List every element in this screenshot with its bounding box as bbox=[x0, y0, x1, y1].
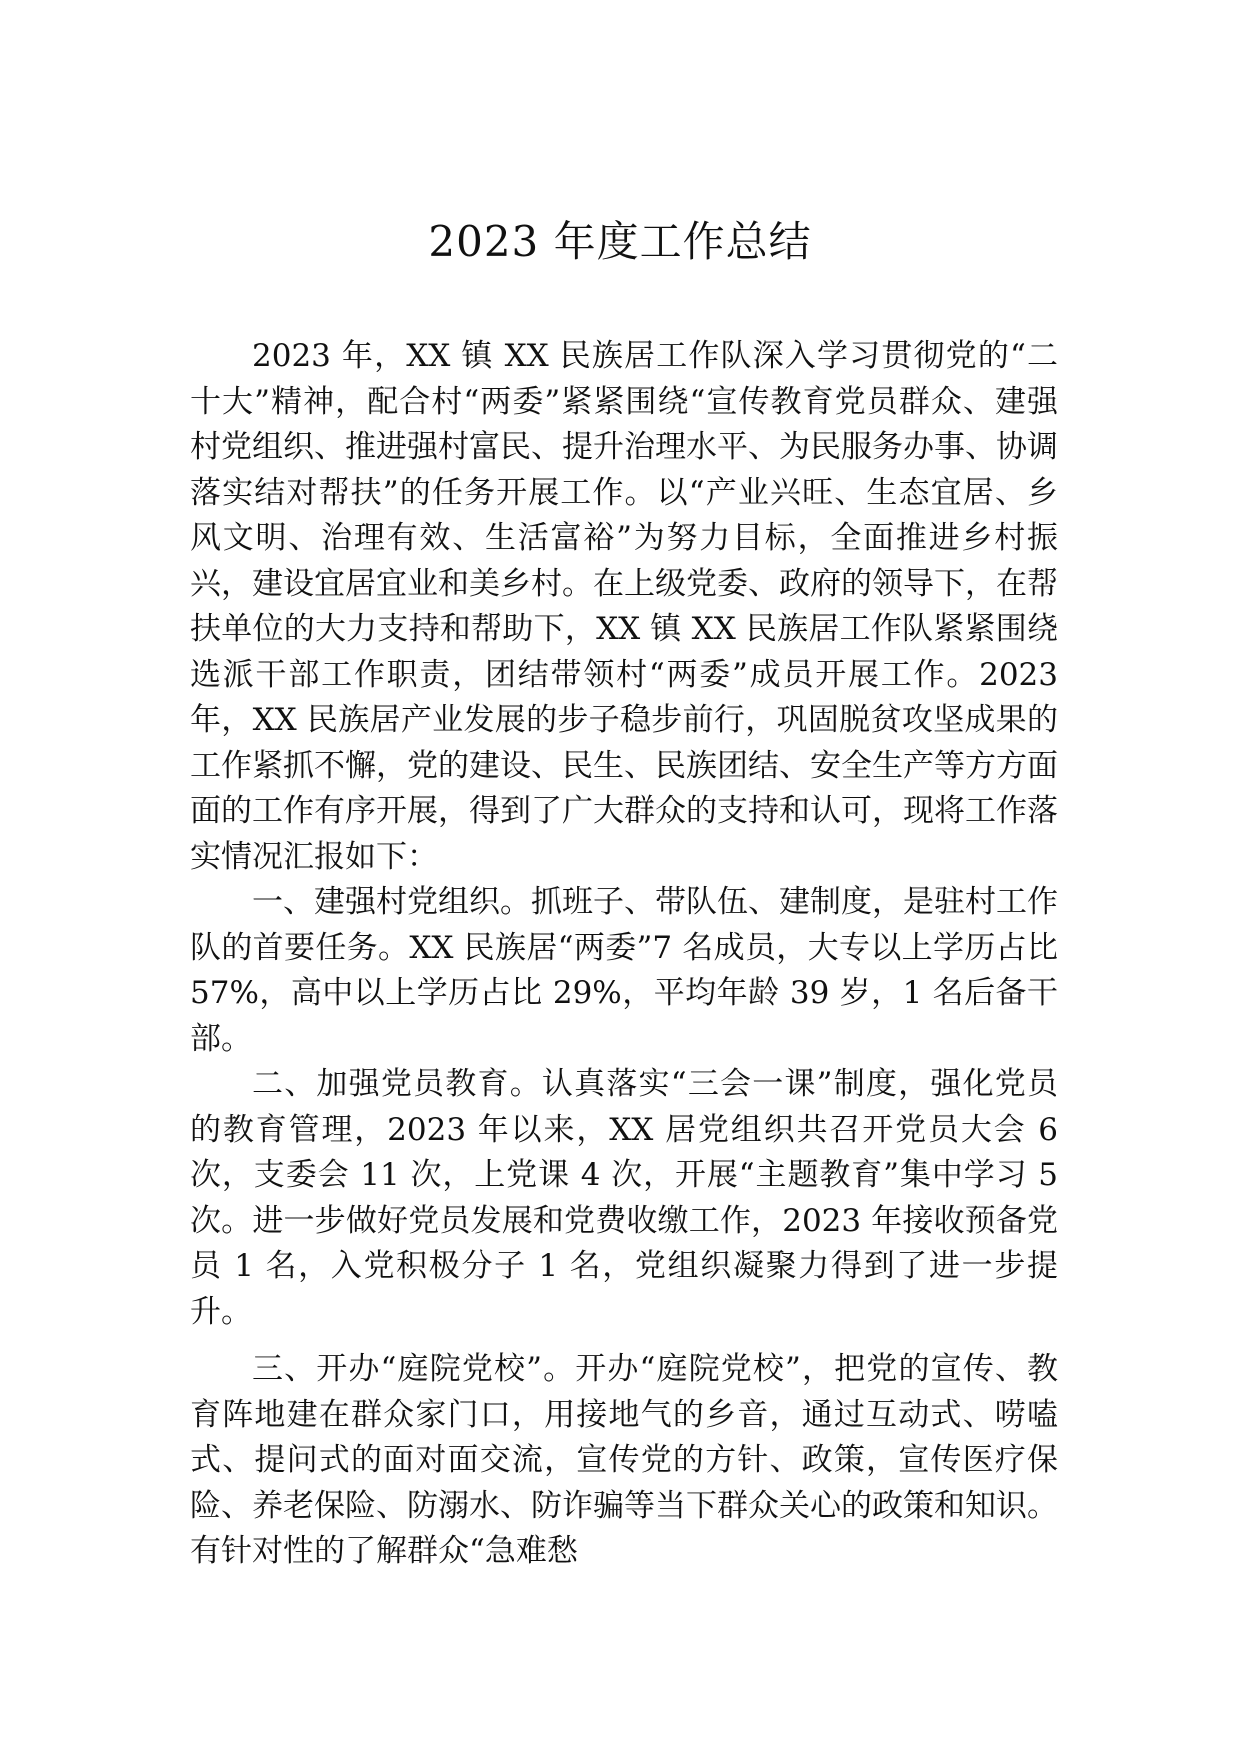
document-title: 2023 年度工作总结 bbox=[428, 217, 812, 266]
paragraph-section-2: 二、加强党员教育。认真落实“三会一课”制度，强化党员的教育管理，2023 年以来，XX 居党组织共召开党员大会 6 次，支委会 11 次，上党课 4 次，开展“主题教育”集中学习 5 次。进一步做好党员发展和党费收缴工作，2023 年接收预备党员 1 名，入党积极分子 1 名，党组织凝聚力得到了进一步提升。 bbox=[190, 1066, 1058, 1330]
paragraph-section-3: 三、开办“庭院党校”。开办“庭院党校”，把党的宣传、教育阵地建在群众家门口，用接地气的乡音，通过互动式、唠嗑式、提问式的面对面交流，宣传党的方针、政策，宣传医疗保险、养老保险、防溺水、防诈骗等当下群众关心的政策和知识。有针对性的了解群众“急难愁 bbox=[190, 1351, 1058, 1569]
paragraph-intro: 2023 年，XX 镇 XX 民族居工作队深入学习贯彻党的“二十大”精神，配合村“两委”紧紧围绕“宣传教育党员群众、建强村党组织、推进强村富民、提升治理水平、为民服务办事、协调落实结对帮扶”的任务开展工作。以“产业兴旺、生态宜居、乡风文明、治理有效、生活富裕”为努力目标，全面推进乡村振兴，建设宜居宜业和美乡村。在上级党委、政府的领导下，在帮扶单位的大力支持和帮助下，XX 镇 XX 民族居工作队紧紧围绕选派干部工作职责，团结带领村“两委”成员开展工作。2023 年，XX 民族居产业发展的步子稳步前行，巩固脱贫攻坚成果的工作紧抓不懈，党的建设、民生、民族团结、安全生产等方方面面的工作有序开展，得到了广大群众的支持和认可，现将工作落实情况汇报如下： bbox=[190, 338, 1058, 875]
paragraph-section-1: 一、建强村党组织。抓班子、带队伍、建制度，是驻村工作队的首要任务。XX 民族居“两委”7 名成员，大专以上学历占比 57%，高中以上学历占比 29%，平均年龄 39 岁，1 名后备干部。 bbox=[190, 884, 1058, 1057]
document-body bbox=[190, 334, 1058, 1575]
